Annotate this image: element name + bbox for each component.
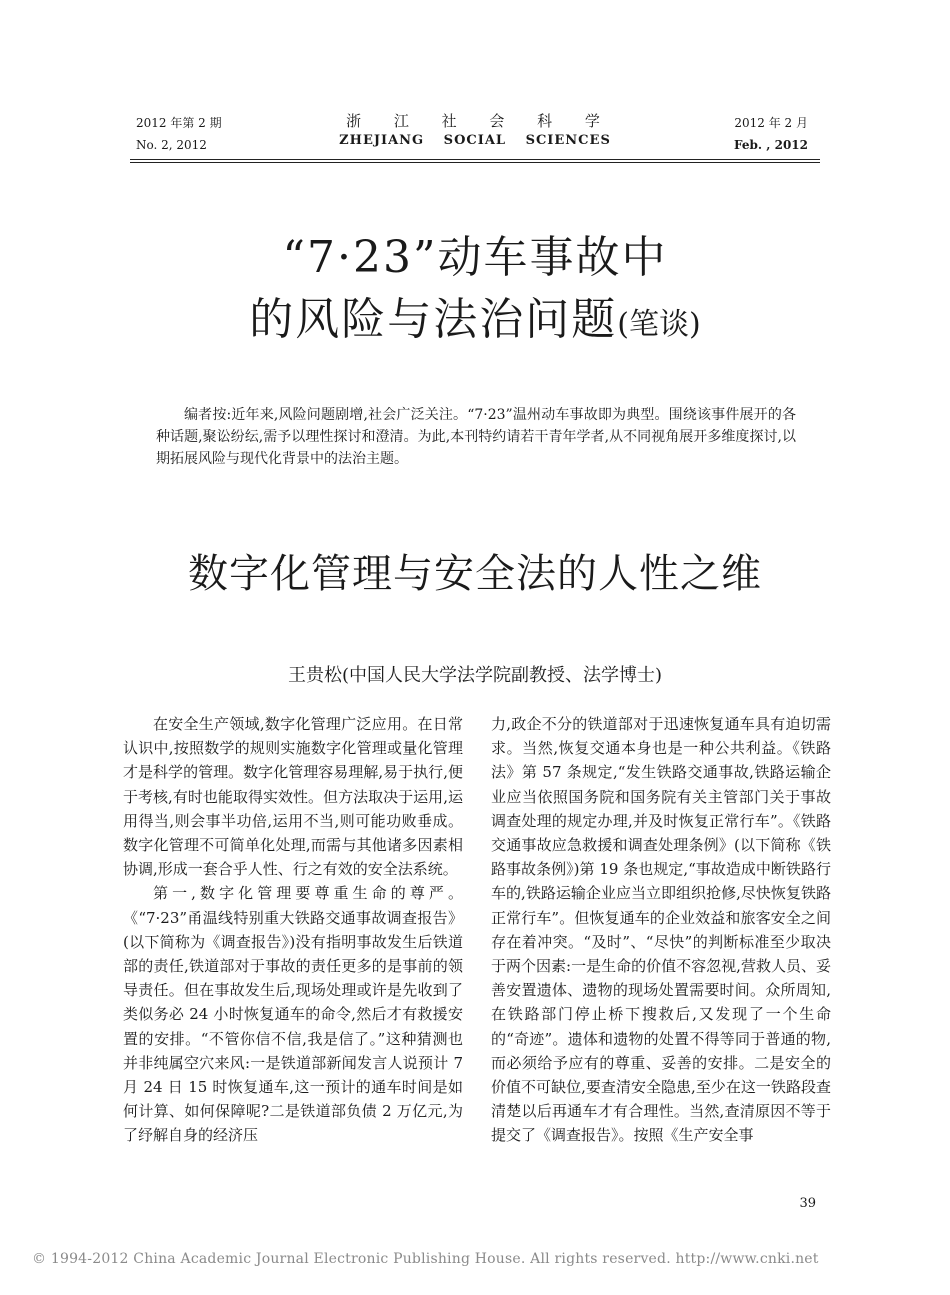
section-title-main: 的风险与法治问题 bbox=[249, 294, 618, 345]
issue-cn-label: 2012 年第 2 期 bbox=[136, 116, 222, 130]
article-title: 数字化管理与安全法的人性之维 bbox=[188, 551, 762, 597]
journal-name-cn: 浙 江 社 会 科 学 bbox=[346, 112, 614, 130]
journal-date bbox=[734, 116, 808, 152]
author-byline: 王贵松(中国人民大学法学院副教授、法学博士) bbox=[287, 665, 663, 686]
body-paragraph: 第一,数字化管理要尊重生命的尊严。《“7·23”甬温线特别重大铁路交通事故调查报告》(以下简称为《调查报告》)没有指明事故发生后铁道部的责任,铁道部对于事故的责任更多的是事前的领导责任。但在事故发生后,现场处理或许是先收到了类似务必 24 小时恢复通车的命令,然后才有救援安置的安排。“不管你信不信,我是信了。”这种猜测也并非纯属空穴来风:一是铁道部新闻发言人说预计 7 月 24 日 15 时恢复通车,这一预计的通车时间是如何计算、如何保障呢?二是铁道部负债 2 万亿元,为了纾解自身的经济压 bbox=[123, 884, 463, 1145]
date-cn-label: 2012 年 2 月 bbox=[734, 116, 808, 130]
journal-name-en: ZHEJIANG SOCIAL SCIENCES bbox=[339, 133, 611, 148]
section-title-line1: “7·23”动车事故中 bbox=[282, 232, 668, 283]
body-column-right bbox=[491, 712, 831, 1148]
section-title-line2 bbox=[0, 292, 950, 353]
page-number: 39 bbox=[799, 1196, 816, 1211]
date-en-label: Feb. , 2012 bbox=[734, 138, 808, 152]
section-title-subtitle: (笔谈) bbox=[617, 307, 701, 342]
body-column-left bbox=[123, 712, 463, 1148]
editor-note-text: 编者按:近年来,风险问题剧增,社会广泛关注。“7·23”温州动车事故即为典型。围绕该事件展开的各种话题,聚讼纷纭,需予以理性探讨和澄清。为此,本刊特约请若干青年学者,从不同视角展开多维度探讨,以期拓展风险与现代化背景中的法治主题。 bbox=[156, 407, 796, 467]
editor-note bbox=[156, 404, 796, 470]
issue-en-label: No. 2, 2012 bbox=[136, 138, 207, 152]
header-rule-bottom bbox=[130, 162, 820, 163]
copyright-notice: © 1994-2012 China Academic Journal Electronic Publishing House. All rights reserved. http://www.cnki.net bbox=[32, 1251, 819, 1267]
body-paragraph: 力,政企不分的铁道部对于迅速恢复通车具有迫切需求。当然,恢复交通本身也是一种公共利益。《铁路法》第 57 条规定,“发生铁路交通事故,铁路运输企业应当依照国务院和国务院有关主管部门关于事故调查处理的规定办理,并及时恢复正常行车”。《铁路交通事故应急救援和调查处理条例》(以下简称《铁路事故条例》)第 19 条也规定,“事故造成中断铁路行车的,铁路运输企业应当立即组织抢修,尽快恢复铁路正常行车”。但恢复通车的企业效益和旅客安全之间存在着冲突。“及时”、“尽快”的判断标准至少取决于两个因素:一是生命的价值不容忽视,营救人员、妥善安置遗体、遗物的现场处置需要时间。众所周知,在铁路部门停止桥下搜救后,又发现了一个生命的“奇迹”。遗体和遗物的处置不得等同于普通的物,而必须给予应有的尊重、妥善的安排。二是安全的价值不可缺位,要查清安全隐患,至少在这一铁路段查清楚以后再通车才有合理性。当然,查清原因不等于提交了《调查报告》。按照《生产安全事 bbox=[491, 715, 831, 1145]
header-rule-top bbox=[130, 159, 820, 160]
body-paragraph: 在安全生产领域,数字化管理广泛应用。在日常认识中,按照数学的规则实施数字化管理或量化管理才是科学的管理。数字化管理容易理解,易于执行,便于考核,有时也能取得实效性。但方法取决于运用,运用得当,则会事半功倍,运用不当,则可能功败垂成。数字化管理不可简单化处理,而需与其他诸多因素相协调,形成一套合乎人性、行之有效的安全法系统。 bbox=[123, 715, 463, 879]
